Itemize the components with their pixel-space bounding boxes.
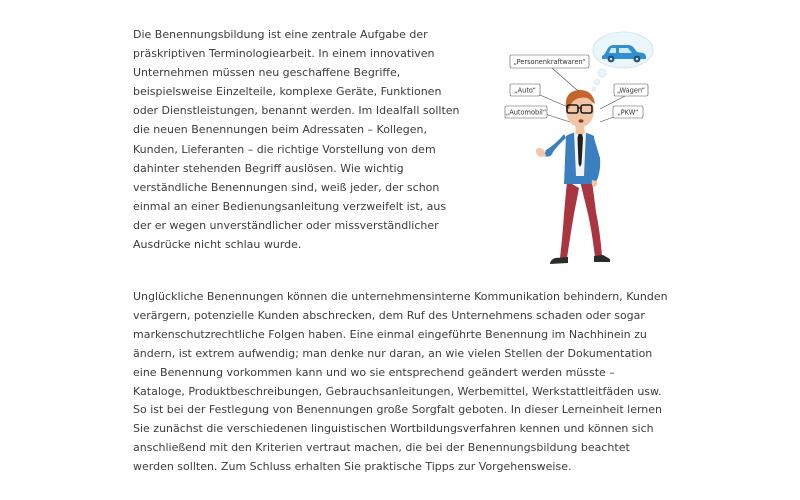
label-auto: „Auto“ (514, 86, 536, 95)
thought-bubble (592, 32, 653, 91)
illustration (500, 26, 670, 276)
intro-paragraph: Die Benennungsbildung ist eine zentrale Aufgabe der präskriptiven Terminologiearbeit. In einem innovativen Unternehmen müssen neu geschaffene Begriffe, beispielsweise Einzelteile, komplexe Geräte, Funktionen oder Dienstleistungen, benannt werden. Im Idealfall sollten die neuen Benennungen beim Adressaten – Kollegen, Kunden, Lieferanten – die richtige Vorstellung von dem dahinter stehenden Begriff auslösen. Wie wichtig verständliche Benennungen sind, weiß jeder, der schon einmal an einer Bedienungsanleitung verzweifelt ist, aus der er wegen unverständlicher oder missverständlicher Ausdrücke nicht schlau wurde. (133, 28, 460, 252)
label-wagen: „Wagen“ (616, 86, 646, 95)
label-pkw: „PKW“ (617, 108, 639, 117)
label-personenkraftwaren: „Personenkraftwaren“ (513, 58, 586, 67)
label-automobil: „Automobil“ (505, 108, 547, 117)
summary-paragraph: So ist bei der Festlegung von Benennungen große Sorgfalt geboten. In dieser Lerneinheit lernen Sie zunächst die verschiedenen linguistischen Wortbildungsverfahren kennen und können sich anschließend mit den Kriterien vertraut machen, die bei der Benennungsbildung beachtet werden sollten. Zum Schluss erhalten Sie praktische Tipps zur Vorgehensweise. (133, 403, 663, 474)
consequences-paragraph: Unglückliche Benennungen können die unternehmensinterne Kommunikation behindern, Kunden verärgern, potenzielle Kunden abschrecken, dem Ruf des Unternehmens schaden oder sogar markenschutzrechtliche Folgen haben. Eine einmal eingeführte Benennung im Nachhinein zu ändern, ist extrem aufwendig; man denke nur daran, an wie vielen Stellen der Dokumentation eine Benennung vorkommen kann und wo sie entsprechend geändert werden müsste – Kataloge, Produktbeschreibungen, Gebrauchsanleitungen, Werbemittel, Werkstattleitfäden usw. (133, 290, 668, 399)
